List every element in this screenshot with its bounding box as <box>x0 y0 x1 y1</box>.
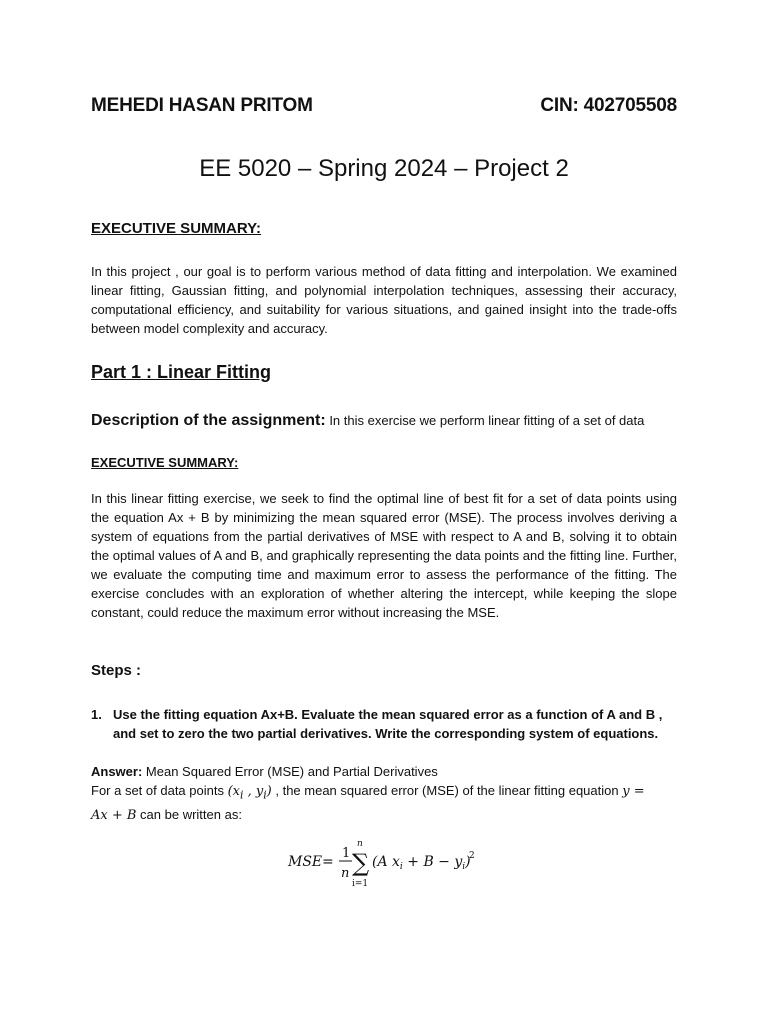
answer-line3-text: can be written as: <box>136 806 242 822</box>
sigma-symbol: ∑ <box>352 849 370 877</box>
description-label: Description of the assignment: <box>91 412 326 429</box>
equation-axb-math: Ax + B <box>91 807 137 823</box>
mse-formula <box>0 836 768 896</box>
document-title: EE 5020 – Spring 2024 – Project 2 <box>199 155 569 182</box>
executive-summary-text: In this project , our goal is to perform various method of data fitting and interpolation. We examined linear fitting, Gaussian fitting, and polynomial interpolation techniques, assessing their accuracy, computational efficiency, and suitability for various situations, and gained insight into the trade-offs between model complexity and accuracy. <box>91 264 677 336</box>
part1-summary-text: In this linear fitting exercise, we seek to find the optimal line of best fit for a set of data points using the equation Ax + B by minimizing the mean squared error (MSE). The process involves deriving a system of equations from the partial derivatives of MSE with respect to A and B, solving it to obtain the optimal values of A and B, and graphically representing the data points and the fitting line. Further, we evaluate the computing time and maximum error to assess the performance of the fitting. The exercise concludes with an exploration of whether altering the intercept, while keeping the slope constant, could reduce the maximum error without increasing the MSE. <box>91 491 677 620</box>
equation-y-math: y = <box>622 784 645 799</box>
description-text: In this exercise we perform linear fitting of a set of data <box>325 413 645 428</box>
answer-line-3 <box>91 805 681 825</box>
step-1 <box>91 705 681 743</box>
formula-exponent: 2 <box>469 851 475 861</box>
steps-heading: Steps : <box>91 662 142 679</box>
answer-title: Mean Squared Error (MSE) and Partial Derivatives <box>142 764 438 779</box>
formula-sum-lower: i=1 <box>352 879 369 889</box>
answer-line2-end: , the mean squared error (MSE) of the linear fitting equation <box>271 783 623 798</box>
cin-number: CIN: 402705508 <box>540 95 677 116</box>
part1-heading: Part 1 : Linear Fitting <box>91 362 272 382</box>
answer-label: Answer: <box>91 764 143 779</box>
assignment-description <box>91 412 644 430</box>
formula-fraction-den: n <box>341 866 350 881</box>
answer-line-2 <box>91 781 681 805</box>
executive-summary-heading: EXECUTIVE SUMMARY: <box>91 220 262 237</box>
data-point-math: ($x_i$ , $y_i$) <box>227 784 272 802</box>
formula-lhs: MSE <box>288 854 323 870</box>
answer-line2-start: For a set of data points <box>91 783 228 798</box>
svg-text:=: = <box>322 854 334 870</box>
formula-sum-upper: n <box>357 839 363 849</box>
part1-summary-heading: EXECUTIVE SUMMARY: <box>91 455 239 470</box>
svg-text:(A xi + B − yi): (A $x_i + B - y_i$) <box>372 854 471 872</box>
answer-title-line <box>91 762 681 781</box>
formula-fraction-num: 1 <box>342 846 351 861</box>
answer-block <box>91 762 681 825</box>
step-1-number: 1. <box>91 707 102 722</box>
author-name: MEHEDI HASAN PRITOM <box>91 95 313 116</box>
step-1-text: Use the fitting equation Ax+B. Evaluate the mean squared error as a function of A and B , and set to zero the two partial derivatives. Write the corresponding system of equations. <box>113 707 663 741</box>
